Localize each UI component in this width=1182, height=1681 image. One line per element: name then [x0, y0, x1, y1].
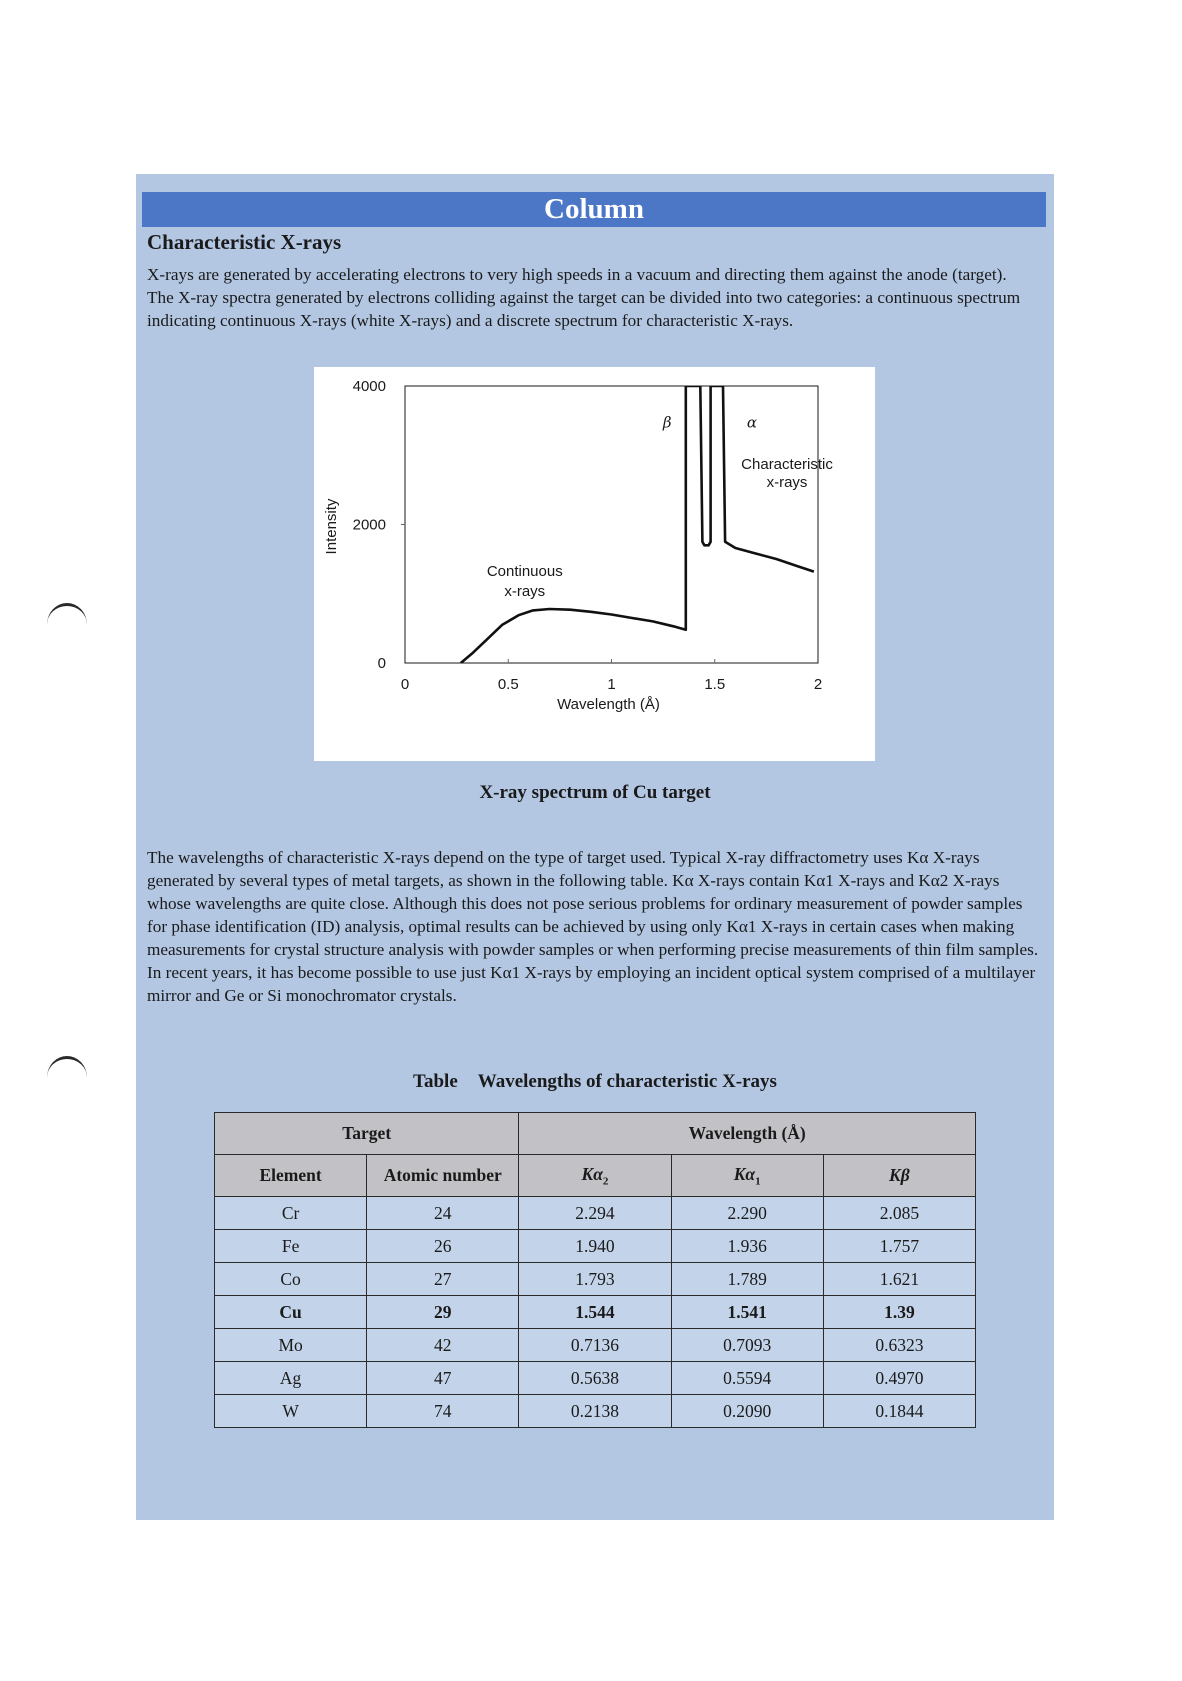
- table-cell-element: W: [215, 1395, 367, 1428]
- table-group-header-row: [215, 1113, 976, 1155]
- column-panel: [136, 174, 1054, 1520]
- y-axis-label: Intensity: [323, 498, 340, 555]
- table-cell-z: 24: [367, 1197, 519, 1230]
- table-cell-ka1: 0.7093: [671, 1329, 823, 1362]
- header-ka2-sub: 2: [602, 1175, 609, 1188]
- body-paragraph: The wavelengths of characteristic X-rays depend on the type of target used. Typical X-ray diffractometry uses Kα X-rays generated by several types of metal targets, as shown in the following table. Kα X-rays contain Kα1 X-rays and Kα2 X-rays whose wavelengths are quite close. Although this does not pose serious problems for ordinary measurement of powder samples for phase identification (ID) analysis, optimal results can be achieved by using only Kα1 X-rays in certain cases when making measurements for crystal structure analysis with powder samples or when performing precise measurements of thin film samples. In recent years, it has become possible to use just Kα1 X-rays by employing an incident optical system comprised of a multilayer mirror and Ge or Si monochromator crystals.: [147, 848, 1039, 1005]
- table-row: [215, 1329, 976, 1362]
- table-cell-ka1: 1.936: [671, 1230, 823, 1263]
- table-cell-ka2: 0.2138: [519, 1395, 671, 1428]
- table-cell-ka2: 1.940: [519, 1230, 671, 1263]
- binder-hole-top: [47, 603, 87, 646]
- y-tick-label: 2000: [352, 516, 386, 534]
- binder-hole-bottom: [47, 1056, 87, 1099]
- table-cell-ka1: 2.290: [671, 1197, 823, 1230]
- x-axis-label: Wavelength (Å): [557, 696, 660, 713]
- table-cell-ka1: 0.2090: [671, 1395, 823, 1428]
- table-cell-kb: 1.621: [823, 1263, 975, 1296]
- table-cell-element: Cu: [215, 1296, 367, 1329]
- table-cell-kb: 1.39: [823, 1296, 975, 1329]
- table-cell-element: Mo: [215, 1329, 367, 1362]
- table-cell-ka2: 1.793: [519, 1263, 671, 1296]
- table-cell-ka2: 2.294: [519, 1197, 671, 1230]
- figure-caption: X-ray spectrum of Cu target: [479, 782, 711, 803]
- table-cell-element: Ag: [215, 1362, 367, 1395]
- header-ka2: [519, 1155, 671, 1197]
- column-banner: Column: [142, 192, 1046, 227]
- x-tick-label: 1.5: [704, 676, 726, 693]
- table-cell-z: 26: [367, 1230, 519, 1263]
- spectrum-chart: [314, 367, 875, 761]
- table-cell-ka2: 0.7136: [519, 1329, 671, 1362]
- table-body: [215, 1197, 976, 1428]
- table-row: [215, 1395, 976, 1428]
- table-cell-ka2: 0.5638: [519, 1362, 671, 1395]
- spectrum-chart-svg: [314, 367, 875, 761]
- table-cell-element: Co: [215, 1263, 367, 1296]
- characteristic-label-line2: x-rays: [766, 474, 808, 492]
- x-tick-label: 1: [607, 676, 616, 693]
- table-cell-z: 42: [367, 1329, 519, 1362]
- header-kb: [823, 1155, 975, 1197]
- continuous-label-line2: x-rays: [504, 582, 546, 600]
- header-target: Target: [215, 1113, 519, 1155]
- intro-paragraph: X-rays are generated by accelerating electrons to very high speeds in a vacuum and directing them against the anode (target). The X-ray spectra generated by electrons colliding against the target can be divided into two categories: a continuous spectrum indicating continuous X-rays (white X-rays) and a discrete spectrum for characteristic X-rays.: [147, 265, 1021, 330]
- table-cell-z: 27: [367, 1263, 519, 1296]
- y-tick-label: 4000: [352, 378, 386, 395]
- table-cell-ka1: 0.5594: [671, 1362, 823, 1395]
- x-tick-label: 0: [400, 676, 410, 693]
- table-cell-kb: 0.6323: [823, 1329, 975, 1362]
- x-tick-label: 2: [813, 676, 823, 693]
- section-heading: Characteristic X-rays: [147, 230, 342, 254]
- table-cell-kb: 0.4970: [823, 1362, 975, 1395]
- table-cell-element: Cr: [215, 1197, 367, 1230]
- table-column-header-row: [215, 1155, 976, 1197]
- header-kb-label: Kβ: [889, 1165, 910, 1185]
- table-cell-element: Fe: [215, 1230, 367, 1263]
- table-caption: [136, 1071, 1054, 1093]
- header-ka1-base: Kα: [733, 1163, 756, 1184]
- continuous-label: Continuous: [486, 562, 563, 580]
- table-cell-ka1: 1.789: [671, 1263, 823, 1296]
- characteristic-label: Characteristic: [741, 456, 833, 474]
- header-element: Element: [215, 1155, 367, 1197]
- table-cell-kb: 1.757: [823, 1230, 975, 1263]
- table-cell-kb: 2.085: [823, 1197, 975, 1230]
- table-row: [215, 1362, 976, 1395]
- x-tick-label: 0.5: [497, 676, 519, 693]
- y-tick-label: 0: [377, 655, 386, 672]
- table-title: Wavelengths of characteristic X-rays: [477, 1071, 777, 1092]
- table-row: [215, 1230, 976, 1263]
- header-ka1: [671, 1155, 823, 1197]
- table-row: [215, 1296, 976, 1329]
- header-atomic-number: Atomic number: [367, 1155, 519, 1197]
- wavelength-table: [214, 1112, 976, 1428]
- table-row: [215, 1263, 976, 1296]
- header-wavelength: Wavelength (Å): [519, 1113, 976, 1155]
- header-ka1-sub: 1: [755, 1175, 761, 1188]
- table-cell-z: 74: [367, 1395, 519, 1428]
- table-cell-kb: 0.1844: [823, 1395, 975, 1428]
- table-cell-ka1: 1.541: [671, 1296, 823, 1329]
- table-cell-z: 47: [367, 1362, 519, 1395]
- table-cell-ka2: 1.544: [519, 1296, 671, 1329]
- table-row: [215, 1197, 976, 1230]
- alpha-label: α: [746, 413, 757, 432]
- table-label: Table: [413, 1071, 458, 1092]
- beta-label: β: [662, 413, 672, 432]
- header-ka2-base: Kα: [581, 1163, 603, 1184]
- table-cell-z: 29: [367, 1296, 519, 1329]
